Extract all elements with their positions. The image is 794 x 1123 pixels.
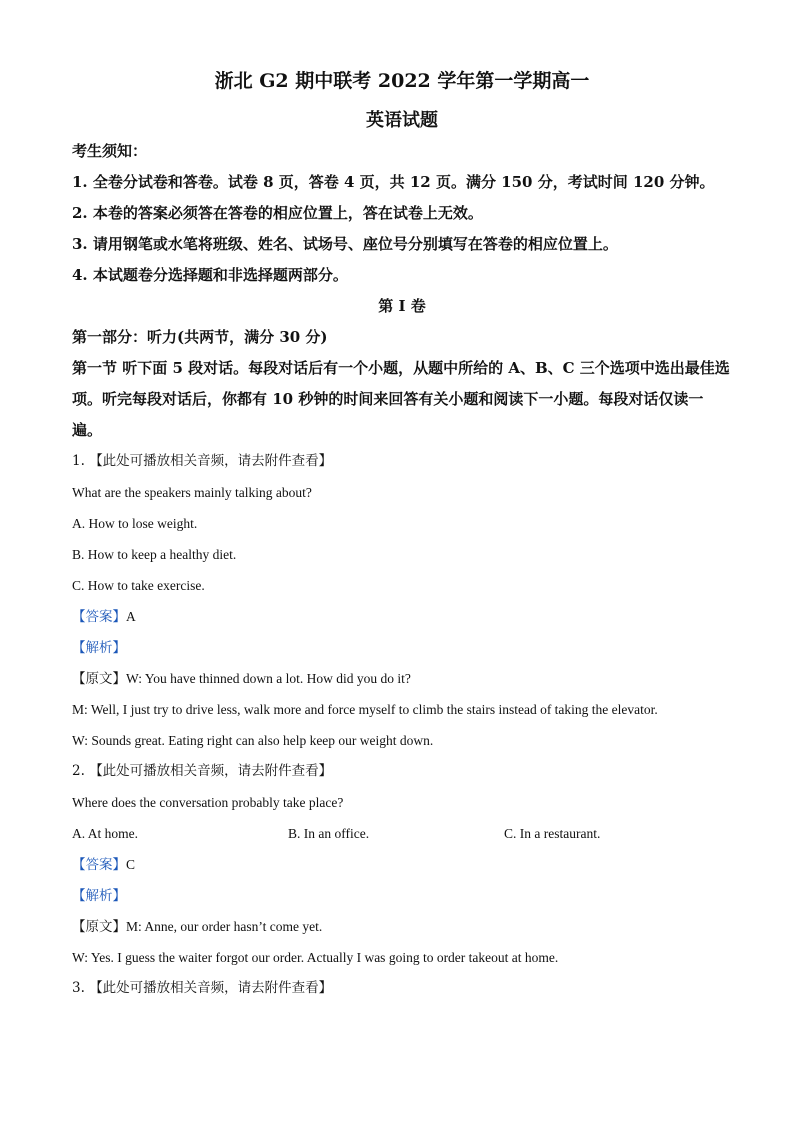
option: B. In an office. (288, 826, 370, 841)
question-number: 2. (72, 763, 85, 779)
notice-item: 4. 本试题卷分选择题和非选择题两部分。 (72, 266, 348, 284)
original-label: 【原文】 (72, 919, 126, 934)
original-label: 【原文】 (72, 671, 126, 686)
option: C. In a restaurant. (504, 826, 601, 841)
audio-note[interactable]: 【此处可播放相关音频，请去附件查看】 (89, 453, 333, 469)
volume-heading: 第 I 卷 (378, 297, 426, 315)
answer-value: A (126, 609, 136, 624)
option: C. How to take exercise. (72, 578, 205, 593)
question-number: 3. (72, 980, 85, 996)
question-header (72, 446, 732, 477)
transcript-line: W: Yes. I guess the waiter forgot our order. Actually I was going to order takeout at home. (72, 950, 559, 965)
transcript-line (72, 663, 732, 694)
question-header (72, 756, 732, 787)
exam-subtitle: 英语试题 (366, 110, 438, 131)
transcript-text: M: Anne, our order hasn’t come yet. (126, 919, 323, 934)
options-row (72, 818, 732, 849)
analysis-line (72, 880, 732, 911)
section1-instructions: 第一节 听下面 5 段对话。每段对话后有一个小题，从题中所给的 A、B、C 三个选项中选出最佳选项。听完每段对话后，你都有 10 秒钟的时间来回答有关小题和阅读下一小题。每段对话仅读一遍。 (72, 359, 730, 439)
analysis-label: 【解析】 (72, 640, 126, 655)
notice-item: 3. 请用钢笔或水笔将班级、姓名、试场号、座位号分别填写在答卷的相应位置上。 (72, 235, 618, 253)
part1-title: 第一部分：听力(共两节，满分 30 分) (72, 328, 328, 346)
question-header (72, 973, 732, 1004)
notice-heading: 考生须知： (72, 142, 148, 160)
transcript-line: W: Sounds great. Eating right can also help keep our weight down. (72, 733, 434, 748)
analysis-label: 【解析】 (72, 888, 126, 903)
exam-page (72, 66, 732, 1004)
option: A. At home. (72, 826, 138, 841)
question-number: 1. (72, 453, 85, 469)
answer-line (72, 849, 732, 880)
notice-item: 2. 本卷的答案必须答在答卷的相应位置上，答在试卷上无效。 (72, 204, 483, 222)
exam-title: 浙北 G2 期中联考 2022 学年第一学期高一 (214, 70, 590, 92)
option: B. How to keep a healthy diet. (72, 547, 237, 562)
transcript-text: W: You have thinned down a lot. How did you do it? (126, 671, 411, 686)
audio-note[interactable]: 【此处可播放相关音频，请去附件查看】 (89, 763, 333, 779)
option: A. How to lose weight. (72, 516, 198, 531)
audio-note[interactable]: 【此处可播放相关音频，请去附件查看】 (89, 980, 333, 996)
analysis-line (72, 632, 732, 663)
answer-label: 【答案】 (72, 609, 126, 624)
transcript-line (72, 911, 732, 942)
question-text: Where does the conversation probably take place? (72, 795, 344, 810)
answer-line (72, 601, 732, 632)
notice-item: 1. 全卷分试卷和答卷。试卷 8 页，答卷 4 页，共 12 页。满分 150 分，考试时间 120 分钟。 (72, 173, 715, 191)
transcript-line: M: Well, I just try to drive less, walk more and force myself to climb the stairs instead of taking the elevator. (72, 702, 658, 717)
answer-value: C (126, 857, 136, 872)
question-text: What are the speakers mainly talking about? (72, 485, 312, 500)
answer-label: 【答案】 (72, 857, 126, 872)
